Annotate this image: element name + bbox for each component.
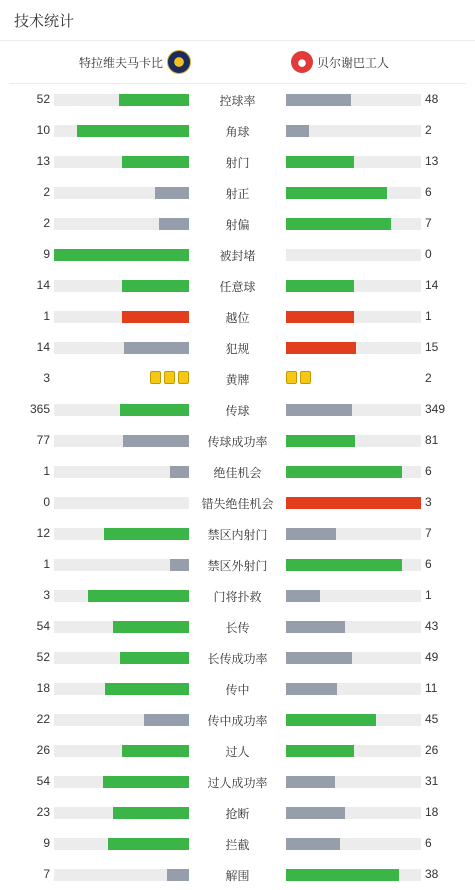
away-stat-bar [286,714,421,726]
stat-label: 解围 [225,869,250,883]
yellow-card-icon [286,371,297,384]
stat-label: 传中 [225,683,250,697]
yellow-card-icon [150,371,161,384]
home-stat-bar [54,187,189,199]
home-stat-bar-fill [170,466,189,478]
stat-row [0,115,475,146]
away-stat-value: 2 [425,371,432,385]
stat-row [0,828,475,859]
team-header [9,41,466,84]
home-stat-bar [54,311,189,323]
away-stat-bar-fill [286,311,354,323]
home-stat-bar [54,590,189,602]
stat-label: 禁区内射门 [207,528,268,542]
stat-label: 禁区外射门 [207,559,268,573]
home-stat-bar-fill [124,342,189,354]
home-stat-value: 7 [43,867,50,881]
away-stat-bar-fill [286,714,376,726]
away-stat-bar-fill [286,528,336,540]
away-stat-bar [286,125,421,137]
home-stat-bar [54,683,189,695]
stat-row [0,456,475,487]
home-stat-bar-fill [113,621,189,633]
away-team-logo-icon [291,51,313,73]
stat-label: 错失绝佳机会 [201,497,274,511]
away-stat-value: 49 [425,650,439,664]
home-yellow-cards [150,371,189,384]
away-stat-bar [286,466,421,478]
away-yellow-cards [286,371,311,384]
home-stat-bar-fill [88,590,189,602]
home-stat-bar [54,621,189,633]
away-stat-bar-fill [286,497,421,509]
stat-row [0,301,475,332]
home-stat-bar [54,156,189,168]
home-stat-value: 9 [43,836,50,850]
home-stat-bar-fill [119,94,189,106]
away-stat-bar [286,559,421,571]
home-stat-bar [54,869,189,881]
away-stat-value: 6 [425,557,432,571]
away-stat-bar [286,404,421,416]
away-stat-bar-fill [286,466,402,478]
home-stat-bar [54,776,189,788]
home-stat-bar [54,218,189,230]
home-stat-bar-fill [77,125,189,137]
stat-row [0,859,475,890]
home-stat-value: 9 [43,247,50,261]
away-stat-value: 26 [425,743,439,757]
home-stat-value: 3 [43,588,50,602]
away-stat-bar [286,683,421,695]
home-stat-bar [54,807,189,819]
away-stat-value: 7 [425,526,432,540]
stat-row [0,208,475,239]
stat-label: 犯规 [225,342,250,356]
home-stat-value: 12 [36,526,50,540]
away-stat-bar-fill [286,776,335,788]
stat-row [0,735,475,766]
away-stat-value: 13 [425,154,439,168]
home-stat-value: 1 [43,309,50,323]
home-stat-bar-fill [113,807,189,819]
home-stat-bar-fill [120,652,189,664]
stat-row [0,642,475,673]
home-stat-value: 365 [29,402,50,416]
stat-row [0,146,475,177]
away-stat-value: 7 [425,216,432,230]
home-stat-value: 52 [36,650,50,664]
stat-label: 抢断 [225,807,250,821]
home-stat-value: 3 [43,371,50,385]
home-stat-bar [54,435,189,447]
stat-label: 过人 [225,745,250,759]
away-stat-bar [286,776,421,788]
home-stat-value: 23 [36,805,50,819]
stat-label: 长传成功率 [207,652,268,666]
away-stat-bar [286,249,421,261]
home-stat-bar [54,125,189,137]
yellow-card-icon [178,371,189,384]
away-stat-bar [286,342,421,354]
away-stat-bar-fill [286,218,391,230]
stat-label: 射偏 [225,218,250,232]
away-stat-value: 6 [425,464,432,478]
stat-label: 传球 [225,404,250,418]
away-stat-value: 81 [425,433,439,447]
away-stat-bar [286,590,421,602]
home-stat-bar-fill [54,249,189,261]
away-stat-bar-fill [286,838,340,850]
away-stat-value: 349 [425,402,446,416]
away-stat-bar-fill [286,745,354,757]
away-stat-value: 48 [425,92,439,106]
away-stat-bar [286,869,421,881]
home-stat-bar [54,466,189,478]
home-stat-bar [54,342,189,354]
stat-label: 门将扑救 [213,590,262,604]
stat-row [0,673,475,704]
stats-list [0,84,475,890]
stat-row [0,797,475,828]
home-team-name: 特拉维夫马卡比 [78,55,163,70]
home-stat-bar-fill [122,311,190,323]
away-stat-value: 6 [425,836,432,850]
home-stat-value: 14 [36,278,50,292]
home-stat-bar-fill [170,559,189,571]
away-stat-bar [286,652,421,664]
stat-label: 控球率 [219,94,256,108]
away-stat-bar-fill [286,683,337,695]
home-stat-bar [54,280,189,292]
stat-row [0,270,475,301]
home-stat-value: 26 [36,743,50,757]
away-stat-value: 38 [425,867,439,881]
stat-label: 被封堵 [219,249,256,263]
home-stat-bar [54,714,189,726]
home-stat-value: 0 [43,495,50,509]
stat-row [0,239,475,270]
away-stat-value: 0 [425,247,432,261]
home-stat-bar-fill [155,187,189,199]
home-stat-value: 2 [43,185,50,199]
home-stat-bar-fill [103,776,189,788]
home-team-logo-icon [167,50,191,74]
home-stat-value: 52 [36,92,50,106]
away-team-name: 贝尔谢巴工人 [317,55,390,70]
stat-label: 越位 [225,311,250,325]
away-team[interactable] [291,41,389,83]
home-stat-value: 14 [36,340,50,354]
home-stat-bar [54,528,189,540]
away-stat-bar [286,621,421,633]
stat-row [0,611,475,642]
away-stat-bar [286,435,421,447]
home-stat-bar-fill [144,714,189,726]
away-stat-value: 1 [425,588,432,602]
away-stat-bar-fill [286,869,399,881]
home-stat-value: 77 [36,433,50,447]
stat-row [0,580,475,611]
home-stat-bar-fill [104,528,189,540]
away-stat-value: 6 [425,185,432,199]
home-stat-bar [54,94,189,106]
home-stat-value: 13 [36,154,50,168]
home-stat-bar-fill [108,838,189,850]
home-stat-value: 1 [43,464,50,478]
away-stat-bar [286,497,421,509]
home-stat-bar [54,745,189,757]
away-stat-bar-fill [286,156,354,168]
home-stat-bar-fill [159,218,189,230]
away-stat-value: 43 [425,619,439,633]
home-stat-bar-fill [123,435,189,447]
home-stat-bar [54,559,189,571]
stat-row [0,518,475,549]
stat-label: 传中成功率 [207,714,268,728]
away-stat-value: 18 [425,805,439,819]
stat-label: 过人成功率 [207,776,268,790]
stat-row [0,766,475,797]
home-stat-value: 22 [36,712,50,726]
stat-label: 角球 [225,125,250,139]
away-stat-bar [286,311,421,323]
stat-row [0,549,475,580]
away-stat-value: 11 [425,681,438,695]
home-stat-bar-fill [122,280,190,292]
away-stat-value: 14 [425,278,439,292]
away-stat-bar-fill [286,621,345,633]
away-stat-value: 15 [425,340,439,354]
away-stat-value: 2 [425,123,432,137]
stat-row [0,487,475,518]
away-stat-value: 45 [425,712,439,726]
stat-label: 传球成功率 [207,435,268,449]
away-stat-bar-fill [286,404,352,416]
home-stat-value: 18 [36,681,50,695]
stat-label: 绝佳机会 [213,466,262,480]
away-stat-bar [286,838,421,850]
stat-row [0,394,475,425]
home-stat-bar-fill [105,683,189,695]
away-stat-bar-fill [286,652,352,664]
away-stat-bar-fill [286,590,320,602]
away-stat-bar [286,156,421,168]
stat-label: 射正 [225,187,250,201]
away-stat-bar [286,280,421,292]
home-stat-value: 10 [36,123,50,137]
page-title: 技术统计 [14,12,75,30]
away-stat-bar-fill [286,125,309,137]
stat-row [0,425,475,456]
yellow-card-icon [164,371,175,384]
stat-label: 拦截 [225,838,250,852]
home-stat-bar [54,497,189,509]
stat-row [0,332,475,363]
stat-row [0,363,475,394]
stat-row [0,84,475,115]
home-stat-bar-fill [167,869,189,881]
away-stat-bar-fill [286,94,351,106]
home-stat-bar [54,404,189,416]
away-stat-value: 3 [425,495,432,509]
away-stat-bar-fill [286,559,402,571]
away-stat-bar [286,187,421,199]
away-stat-bar [286,218,421,230]
home-stat-bar [54,249,189,261]
stat-label: 任意球 [219,280,256,294]
stat-label: 黄牌 [225,373,250,387]
home-stat-value: 54 [36,619,50,633]
away-stat-bar-fill [286,280,354,292]
home-stat-bar-fill [122,745,190,757]
home-stat-bar-fill [120,404,189,416]
away-stat-bar [286,807,421,819]
away-stat-bar [286,745,421,757]
away-stat-bar [286,94,421,106]
stat-row [0,177,475,208]
home-stat-value: 2 [43,216,50,230]
section-header [0,0,475,41]
home-stat-value: 54 [36,774,50,788]
away-stat-bar-fill [286,187,387,199]
away-stat-bar-fill [286,435,355,447]
stat-label: 长传 [225,621,250,635]
home-stat-bar [54,838,189,850]
stat-row [0,704,475,735]
away-stat-value: 1 [425,309,432,323]
home-stat-bar [54,652,189,664]
away-stat-value: 31 [425,774,439,788]
home-stat-bar-fill [122,156,190,168]
away-stat-bar [286,528,421,540]
away-stat-bar-fill [286,807,345,819]
home-team[interactable] [79,41,191,83]
yellow-card-icon [300,371,311,384]
home-stat-value: 1 [43,557,50,571]
away-stat-bar-fill [286,342,356,354]
stat-label: 射门 [225,156,250,170]
